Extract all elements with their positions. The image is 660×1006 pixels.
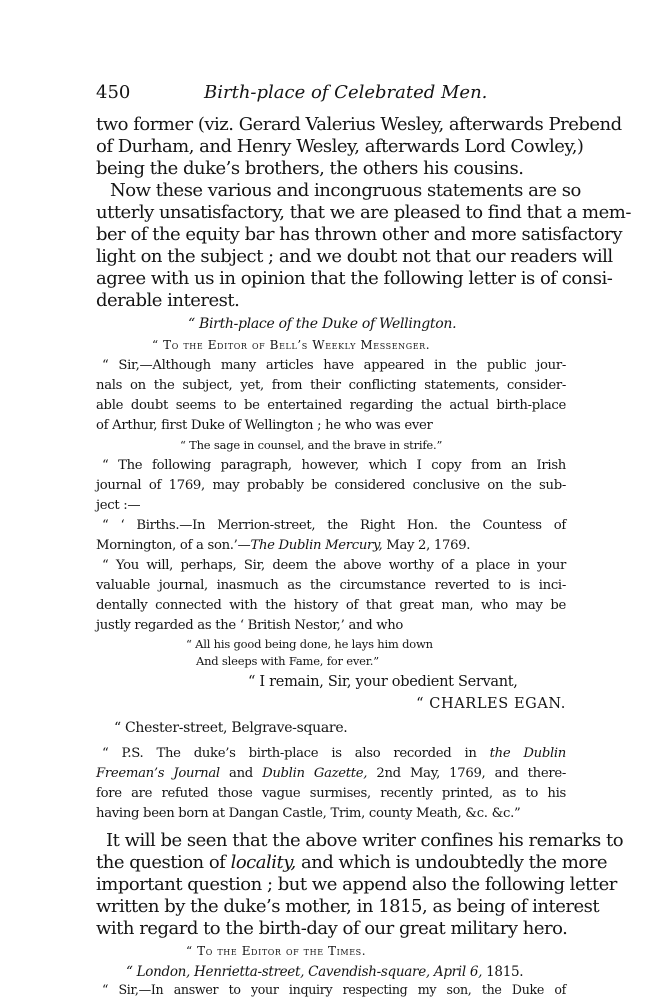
text-run: and which is undoubtedly the more <box>295 852 607 873</box>
text-line: of Arthur, first Duke of Wellington ; he who was ever <box>96 418 433 433</box>
letter-dateline <box>126 964 566 980</box>
text-line: able doubt seems to be entertained regarding the actual birth-place <box>96 398 566 413</box>
text-run: Dublin Gazette, <box>262 766 368 781</box>
page-number: 450 <box>96 82 131 103</box>
verse-line: “ The sage in counsel, and the brave in strife.” <box>180 438 443 452</box>
letter-address: “ To the Editor of Bell’s Weekly Messenger. <box>152 338 431 352</box>
text-run: and <box>219 766 263 781</box>
text-line <box>96 538 566 553</box>
text-run: “ London, Henrietta-street, Cavendish-square, April 6, <box>126 964 483 980</box>
letter-address: “ To the Editor of the Times. <box>186 944 367 958</box>
text-line: written by the duke’s mother, in 1815, as being of interest <box>96 896 600 917</box>
text-run: May 2, 1769. <box>382 538 471 553</box>
text-run: 2nd May, 1769, and there- <box>367 766 567 781</box>
verse-line: “ All his good being done, he lays him down <box>186 637 433 651</box>
text-line: journal of 1769, may probably be considered conclusive on the sub- <box>96 478 566 493</box>
text-line: “ Sir,—In answer to your inquiry respecting my son, the Duke of <box>102 982 566 997</box>
text-line: dentally connected with the history of that great man, who may be <box>96 598 566 613</box>
text-line: ber of the equity bar has thrown other and more satisfactory <box>96 224 623 245</box>
text-line: ject :— <box>96 498 141 513</box>
text-run: the Dublin <box>489 746 567 761</box>
text-run: locality, <box>230 852 296 873</box>
text-line <box>96 766 566 781</box>
text-line: fore are refuted those vague surmises, recently printed, as to his <box>96 786 566 801</box>
text-line: with regard to the birth-day of our great military hero. <box>96 918 568 939</box>
text-line: being the duke’s brothers, the others his cousins. <box>96 158 524 179</box>
text-line: justly regarded as the ‘ British Nestor,’ and who <box>96 618 404 633</box>
text-line <box>96 852 607 873</box>
signature: “ CHARLES EGAN. <box>416 696 566 712</box>
text-line: Now these various and incongruous statements are so <box>110 180 581 201</box>
text-line: “ ‘ Births.—In Merrion-street, the Right Hon. the Countess of <box>102 518 566 533</box>
text-run: 1815. <box>482 964 524 980</box>
text-run: Freeman’s Journal <box>96 766 220 781</box>
text-run: The Dublin Mercury, <box>250 538 383 553</box>
running-head: Birth-place of Celebrated Men. <box>204 82 488 103</box>
closing-line: “ I remain, Sir, your obedient Servant, <box>248 674 518 690</box>
page-header <box>96 82 566 106</box>
text-line: nals on the subject, yet, from their conflicting statements, consider- <box>96 378 566 393</box>
text-line: derable interest. <box>96 290 240 311</box>
text-run: “ P.S. The duke’s birth-place is also recorded in <box>102 746 490 761</box>
verse-line: And sleeps with Fame, for ever.” <box>196 654 379 668</box>
text-line: having been born at Dangan Castle, Trim, county Meath, &c. &c.” <box>96 806 521 821</box>
text-line: light on the subject ; and we doubt not that our readers will <box>96 246 613 267</box>
text-line: valuable journal, inasmuch as the circumstance reverted to is inci- <box>96 578 566 593</box>
text-run: the question of <box>96 852 231 873</box>
text-line: “ Sir,—Although many articles have appeared in the public jour- <box>102 358 566 373</box>
text-line: “ You will, perhaps, Sir, deem the above worthy of a place in your <box>102 558 566 573</box>
text-line: agree with us in opinion that the following letter is of consi- <box>96 268 613 289</box>
sender-address: “ Chester-street, Belgrave-square. <box>114 720 348 736</box>
text-line: important question ; but we append also the following letter <box>96 874 617 895</box>
text-line: of Durham, and Henry Wesley, afterwards Lord Cowley,) <box>96 136 584 157</box>
text-line: two former (viz. Gerard Valerius Wesley, afterwards Prebend <box>96 114 622 135</box>
text-line: “ The following paragraph, however, which I copy from an Irish <box>102 458 566 473</box>
letter-title: “ Birth-place of the Duke of Wellington. <box>188 316 457 332</box>
text-line <box>102 746 566 761</box>
text-run: Mornington, of a son.’— <box>96 538 251 553</box>
text-line: It will be seen that the above writer confines his remarks to <box>106 830 624 851</box>
text-line: utterly unsatisfactory, that we are pleased to find that a mem- <box>96 202 631 223</box>
